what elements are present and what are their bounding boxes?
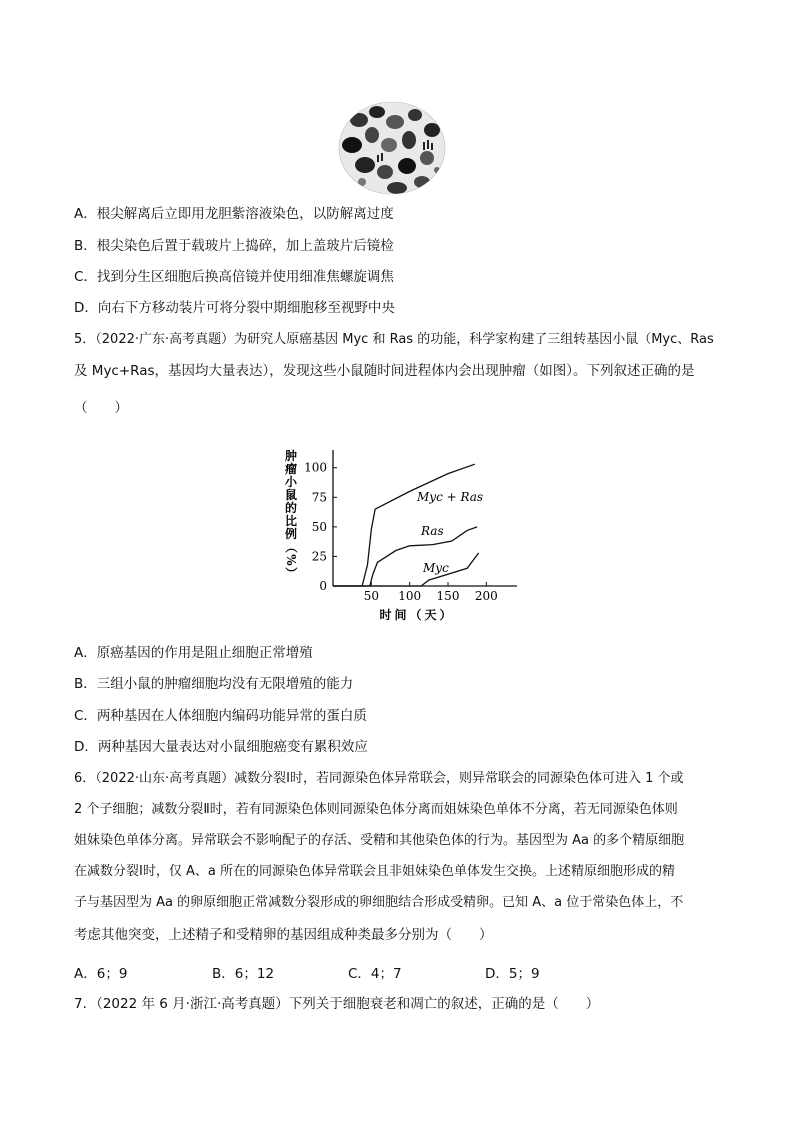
q4-option-a: A．根尖解离后立即用龙胆紫溶液染色，以防解离过度: [74, 206, 394, 222]
series-label-ras: Ras: [421, 524, 444, 538]
q6-stem-line-3: 姐妹染色单体分离。异常联会不影响配子的存活、受精和其他染色体的行为。基因型为 Aa 的多个精原细胞: [74, 833, 685, 848]
x-tick-label: 200: [474, 589, 498, 603]
series-line-myc-ras: [333, 464, 475, 586]
q6-option-d: D．5；9: [485, 966, 540, 982]
q5-option-b: B．三组小鼠的肿瘤细胞均没有无限增殖的能力: [74, 676, 354, 692]
series-label-myc-ras: Myc + Ras: [417, 490, 484, 504]
q4-option-c: C．找到分生区细胞后换高倍镜并使用细准焦螺旋调焦: [74, 269, 394, 285]
q4-option-d: D．向右下方移动装片可将分裂中期细胞移至视野中央: [74, 300, 395, 316]
y-axis-label-char: 的: [284, 501, 298, 515]
q6-option-b: B．6；12: [212, 966, 275, 982]
y-axis-label-char: 比: [284, 514, 298, 528]
x-tick-label: 50: [363, 589, 379, 603]
q5-option-a: A．原癌基因的作用是阻止细胞正常增殖: [74, 645, 313, 661]
x-tick-label: 150: [436, 589, 460, 603]
q5-option-c: C．两种基因在人体细胞内编码功能异常的蛋白质: [74, 708, 367, 724]
q5-stem-line-3: （ ）: [74, 400, 128, 416]
series-label-myc: Myc: [423, 561, 449, 575]
x-axis-label: 时间（天）: [379, 608, 455, 622]
y-tick-label: 100: [304, 460, 327, 475]
q5-stem-line-1: 5．（2022·广东·高考真题）为研究人原癌基因 Myc 和 Ras 的功能，科学家构建了三组转基因小鼠（Myc、Ras: [74, 332, 714, 347]
q7-stem: 7．（2022 年 6 月·浙江·高考真题）下列关于细胞衰老和凋亡的叙述，正确的是（ ）: [74, 996, 600, 1012]
q5-option-d: D．两种基因大量表达对小鼠细胞癌变有累积效应: [74, 739, 368, 755]
y-axis-label-char: ）: [284, 566, 298, 580]
tumor-ratio-chart: [277, 446, 523, 624]
y-tick-label: 25: [311, 549, 327, 564]
y-tick-label: 0: [319, 579, 327, 593]
y-axis-label-char: 小: [284, 475, 298, 489]
y-axis-label-char: 鼠: [284, 488, 298, 502]
q6-stem-line-5: 子与基因型为 Aa 的卵原细胞正常减数分裂形成的卵细胞结合形成受精卵。已知 A、a 位于常染色体上，不: [74, 895, 684, 910]
y-tick-label: 50: [311, 519, 327, 534]
y-axis-label-char: 肿: [284, 449, 298, 463]
q6-stem-line-2: 2 个子细胞；减数分裂Ⅱ时，若有同源染色体则同源染色体分离而姐妹染色单体不分离，若无同源染色体则: [74, 802, 678, 817]
y-tick-label: 75: [311, 490, 327, 505]
q6-option-a: A．6；9: [74, 966, 128, 982]
q5-stem-line-2: 及 Myc+Ras，基因均大量表达），发现这些小鼠随时间进程体内会出现肿瘤（如图）。下列叙述正确的是: [74, 363, 695, 379]
q6-stem-line-1: 6．（2022·山东·高考真题）减数分裂Ⅰ时，若同源染色体异常联会，则异常联会的同源染色体可进入 1 个或: [74, 771, 684, 786]
root-tip-micrograph: [337, 100, 447, 196]
y-axis-label-char: （: [284, 540, 298, 554]
q6-stem-line-4: 在减数分裂Ⅰ时，仅 A、a 所在的同源染色体异常联会且非姐妹染色单体发生交换。上述精原细胞形成的精: [74, 864, 675, 879]
y-axis-label-char: %: [284, 554, 298, 566]
y-axis-label-char: 例: [284, 527, 298, 541]
series-line-myc: [333, 553, 479, 586]
series-line-ras: [333, 527, 477, 586]
q6-stem-line-6: 考虑其他突变，上述精子和受精卵的基因组成种类最多分别为（ ）: [74, 927, 493, 943]
q4-option-b: B．根尖染色后置于载玻片上捣碎，加上盖玻片后镜检: [74, 238, 394, 254]
q6-option-c: C．4；7: [348, 966, 402, 982]
x-tick-label: 100: [398, 589, 422, 603]
y-axis-label: [284, 448, 299, 579]
y-axis-label-char: 瘤: [284, 462, 298, 476]
